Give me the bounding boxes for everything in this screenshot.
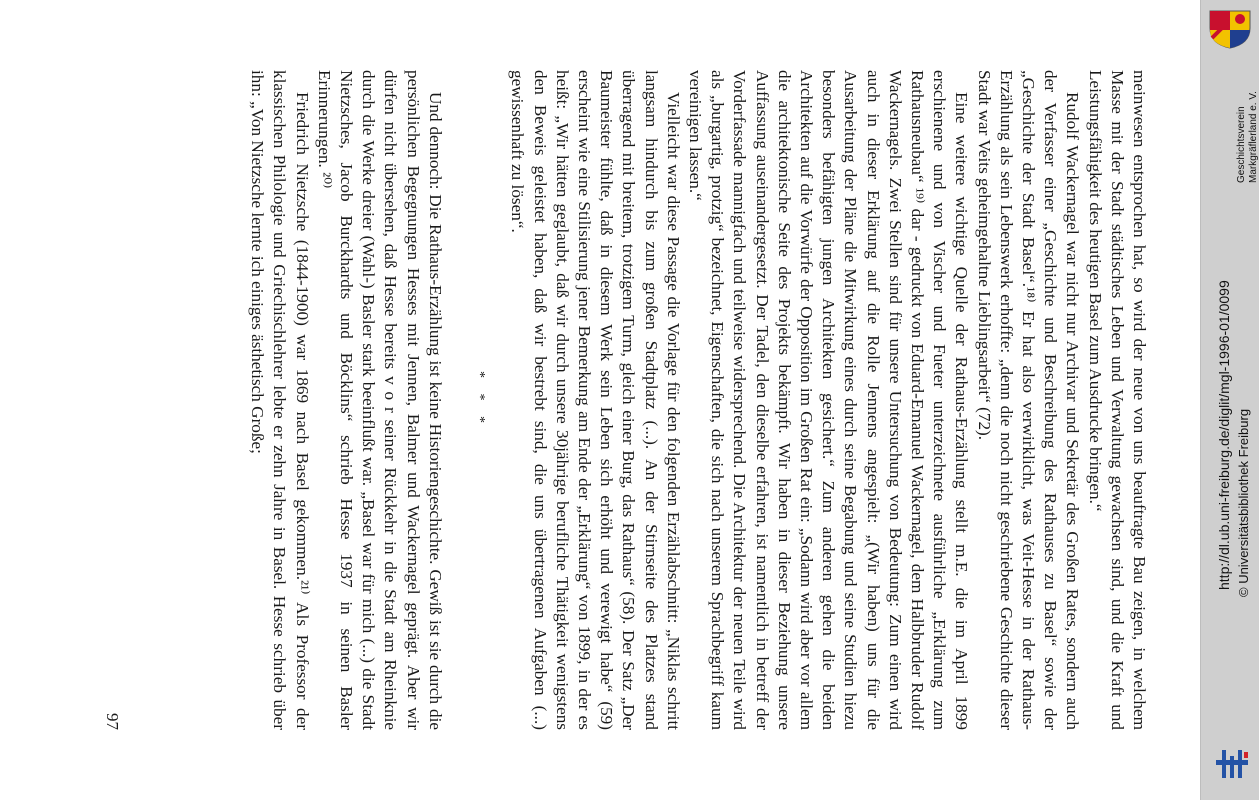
paragraph: meinwesen entsprochen hat, so wird der neue von uns beauftragte Bau zeigen, in welchem Masse mit der Stadt städtisches Leben und Verwaltung gewachsen sind, und die Kraft und Leistungsfähigkeit des heutigen Basel zum Ausdrucke bringen.“ bbox=[1085, 70, 1149, 730]
page-number bbox=[102, 70, 122, 730]
society-name-line1: Geschichtsverein bbox=[1236, 106, 1247, 183]
scanned-book-page bbox=[50, 70, 1150, 730]
body-text bbox=[246, 70, 1150, 730]
society-name-line2: Markgräflerland e. V. bbox=[1248, 91, 1259, 183]
paragraph: Vielleicht war diese Passage die Vorlage für den folgenden Erzählabschnitt: „Niklas schritt langsam hindurch bis zum großen Stadtplatz (...). An der Stirnseite des Platzes stand überragend mit breitem, trotzigem Turm, gleich einer Burg, das Rathaus“ (58). Der Satz „Der Baumeister fühlte, daß in diesem Werk sein Leben sich erhöht und verewigt habe“ (59) erscheint wie eine Stilisierung jener Bemerkung am Ende der „Erklärung“ von 1899, in der es heißt: „Wir hätten geglaubt, daß wir durch unsere 30jährige berufliche Thätigkeit wenigstens den Beweis geleistet haben, daß wir bestrebt sind, die uns übertragenen Aufgaben (...) gewissenhaft zu lösen“. bbox=[508, 70, 683, 730]
permalink-url[interactable]: http://dl.ub.uni-freiburg.de/diglit/mgl-1996-01/0099 bbox=[1216, 280, 1232, 590]
page-number-value: 97 bbox=[103, 713, 122, 730]
section-separator: * * * bbox=[472, 371, 488, 429]
coat-of-arms-icon bbox=[1206, 8, 1254, 50]
paragraph: Friedrich Nietzsche (1844-1900) war 1869 nach Basel gekommen.²¹⁾ Als Professor der klassischen Philologie und Griechischlehrer lebte er zehn Jahre in Basel. Hesse schrieb über ihn: „Von Nietzsche lernte ich einiges ästhetisch Große; bbox=[248, 70, 312, 730]
paragraph: Und dennoch: Die Rathaus-Erzählung ist keine Historiengeschichte. Gewiß ist sie durch die persönlichen Begegnungen Hesses mit Jennen, Balmer und Wackernagel geprägt. Aber wir dürfen nicht übersehen, daß Hesse bereits v o r seiner Rückkehr in die Stadt am Rheinknie durch die Werke dreier (Wahl-) Basler stark beeinflußt war. „Basel war für mich (...) die Stadt Nietzsches, Jacob Burckhardts und Böcklins“ schrieb Hesse 1937 in seinen Basler Erinnerungen. ²⁰⁾ bbox=[314, 70, 445, 730]
paragraph: Rudolf Wackernagel war nicht nur Archivar und Sekretär des Großen Rates, sondern auch der Verfasser einer „Geschichte und Beschreibung des Rathauses zu Basel“ sowie der „Geschichte der Stadt Basel“.¹⁸⁾ Er hat also verwirklicht, was Veit-Hesse in der Rathaus-Erzählung als sein Lebenswerk erhoffte: „denn die noch nicht geschriebene Geschichte dieser Stadt war Veits geheimgehaltne Lieblingsarbeit“ (72). bbox=[974, 70, 1083, 730]
ub-freiburg-logo-icon bbox=[1210, 748, 1254, 780]
paragraph: Eine weitere wichtige Quelle der Rathaus-Erzählung stellt m.E. die im April 1899 erschienene und von Vischer und Fueter unterzeichnete ausführliche „Erklärung zum Rathausneubau“ ¹⁹⁾ dar - gedruckt von Eduard-Emanuel Wackernagel, dem Halbbruder Rudolf Wackernagels. Zwei Stellen sind für unsere Untersuchung von Bedeutung: Zum einen wird auch in dieser Erklärung auf die Rolle Jennens angespielt: „(Wir haben) uns für die Ausarbeitung der Pläne die Mitwirkung eines durch seine Begabung und seine Studien hiezu besonders befähigten jungen Architekten gesichert.“ Zum anderen gehen die beiden Architekten auf die Vorwürfe der Opposition im Großen Rat ein: „Sodann wird aber vor allem die architektonische Seite des Projekts bekämpft. Wir haben in dieser Beziehung unsere Auffassung auseinandergesetzt. Der Tadel, den dieselbe erfahren, ist namentlich in betreff der Vorderfassade mannigfach und teilweise widersprechend. Die Architektur der neuen Teile wird als „burgartig, protzig“ bezeichnet, Eigenschaften, die sich nach unserem Sprachbegriff kaum vereinigen lassen.“ bbox=[685, 70, 972, 730]
copyright-notice: © Universitätsbibliothek Freiburg bbox=[1236, 408, 1251, 597]
